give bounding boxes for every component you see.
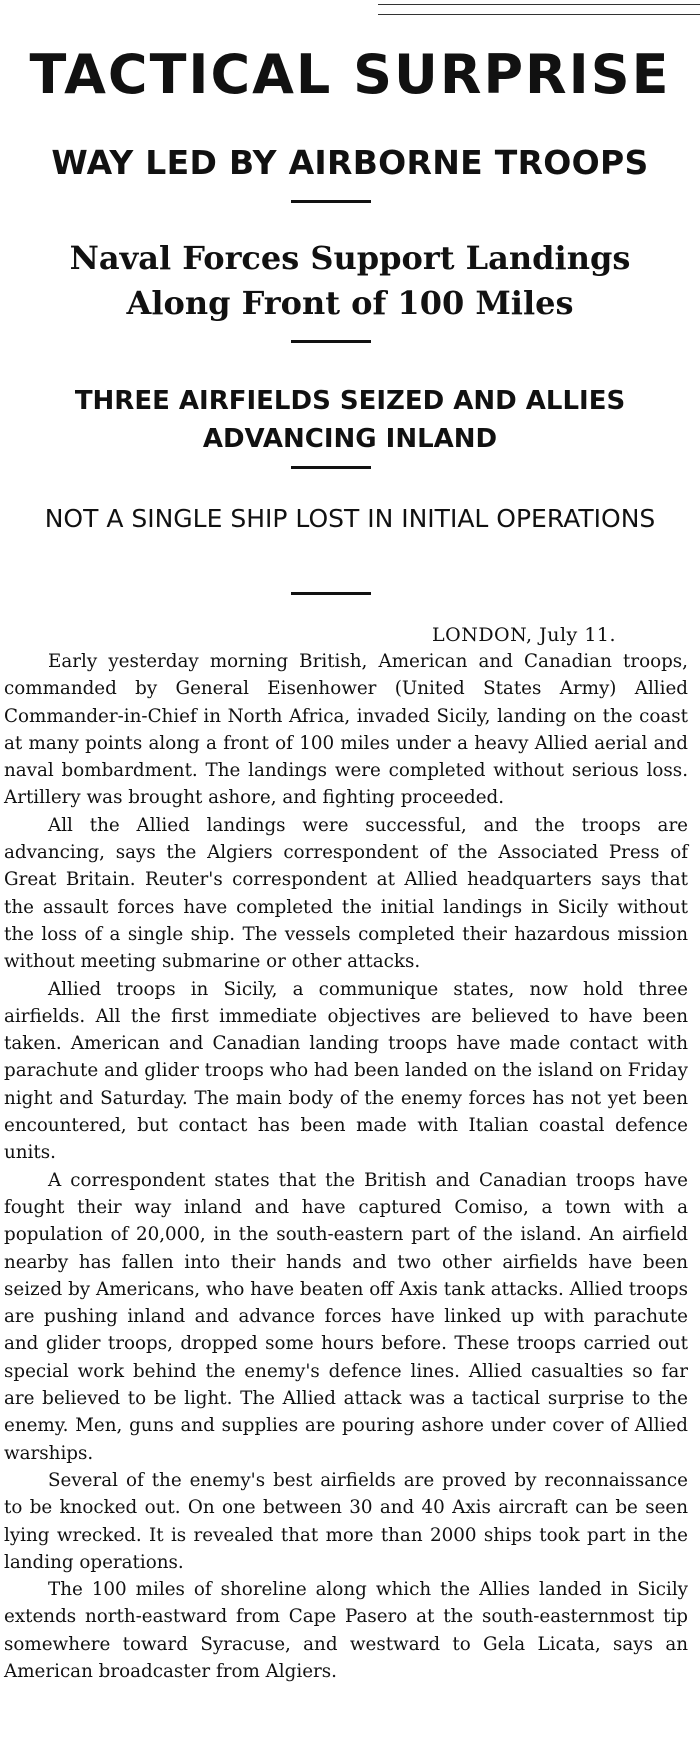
headline-divider <box>291 340 371 343</box>
article-paragraph: A correspondent states that the British and Canadian troops have fought their way inland and have captured Comiso, a town with a population of 20,000, in the south-eastern part of the island. An airfield nearby has fallen into their hands and two other airfields have been seized by Americans, who have beaten off Axis tank attacks. Allied troops are pushing inland and advance forces have linked up with parachute and glider troops, dropped some hours before. These troops carried out special work behind the enemy's defence lines. Allied casualties so far are believed to be light. The Allied attack was a tactical surprise to the enemy. Men, guns and supplies are pouring ashore under cover of Allied warships. <box>4 1169 688 1464</box>
headline-divider <box>291 200 371 203</box>
article-paragraph: The 100 miles of shoreline along which the Allies landed in Sicily extends north-eastward from Cape Pasero at the south-easternmost tip somewhere toward Syracuse, and westward to Gela Licata, says an American broadcaster from Algiers. <box>4 1579 688 1682</box>
headline-divider <box>291 466 371 469</box>
article-paragraph: Early yesterday morning British, American and Canadian troops, commanded by General Eisenhower (United States Army) Allied Commander-in-Chief in North Africa, invaded Sicily, landing on the coast at many points along a front of 100 miles under a heavy Allied aerial and naval bombardment. The landings were completed without serious loss. Artillery was brought ashore, and fighting proceeded. <box>4 651 688 809</box>
deck-headline-1: WAY LED BY AIRBORNE TROOPS <box>51 143 649 182</box>
top-rule <box>378 4 700 15</box>
deck-headline-3: THREE AIRFIELDS SEIZED AND ALLIES ADVANCING INLAND <box>74 386 626 454</box>
article-body <box>4 648 688 1685</box>
article-paragraph: All the Allied landings were successful, and the troops are advancing, says the Algiers correspondent of the Associated Press of Great Britain. Reuter's correspondent at Allied headquarters says that the assault forces have completed the initial landings in Sicily without the loss of a single ship. The vessels completed their hazardous mission without meeting submarine or other attacks. <box>4 814 688 973</box>
deck-headline-2: Naval Forces Support Landings Along Front of 100 Miles <box>69 239 631 322</box>
dateline: LONDON, July 11. <box>432 624 617 646</box>
deck-headline-4: NOT A SINGLE SHIP LOST IN INITIAL OPERATIONS <box>44 504 656 533</box>
article-paragraph: Allied troops in Sicily, a communique states, now hold three airfields. All the first immediate objectives are believed to have been taken. American and Canadian landing troops have made contact with parachute and glider troops who had been landed on the island on Friday night and Saturday. The main body of the enemy forces has not yet been encountered, but contact has been made with Italian coastal defence units. <box>4 978 688 1164</box>
headline-divider <box>291 592 371 595</box>
main-headline: TACTICAL SURPRISE <box>29 43 671 106</box>
article-paragraph: Several of the enemy's best airfields are proved by reconnaissance to be knocked out. On one between 30 and 40 Axis aircraft can be seen lying wrecked. It is revealed that more than 2000 ships took part in the landing operations. <box>4 1469 688 1573</box>
